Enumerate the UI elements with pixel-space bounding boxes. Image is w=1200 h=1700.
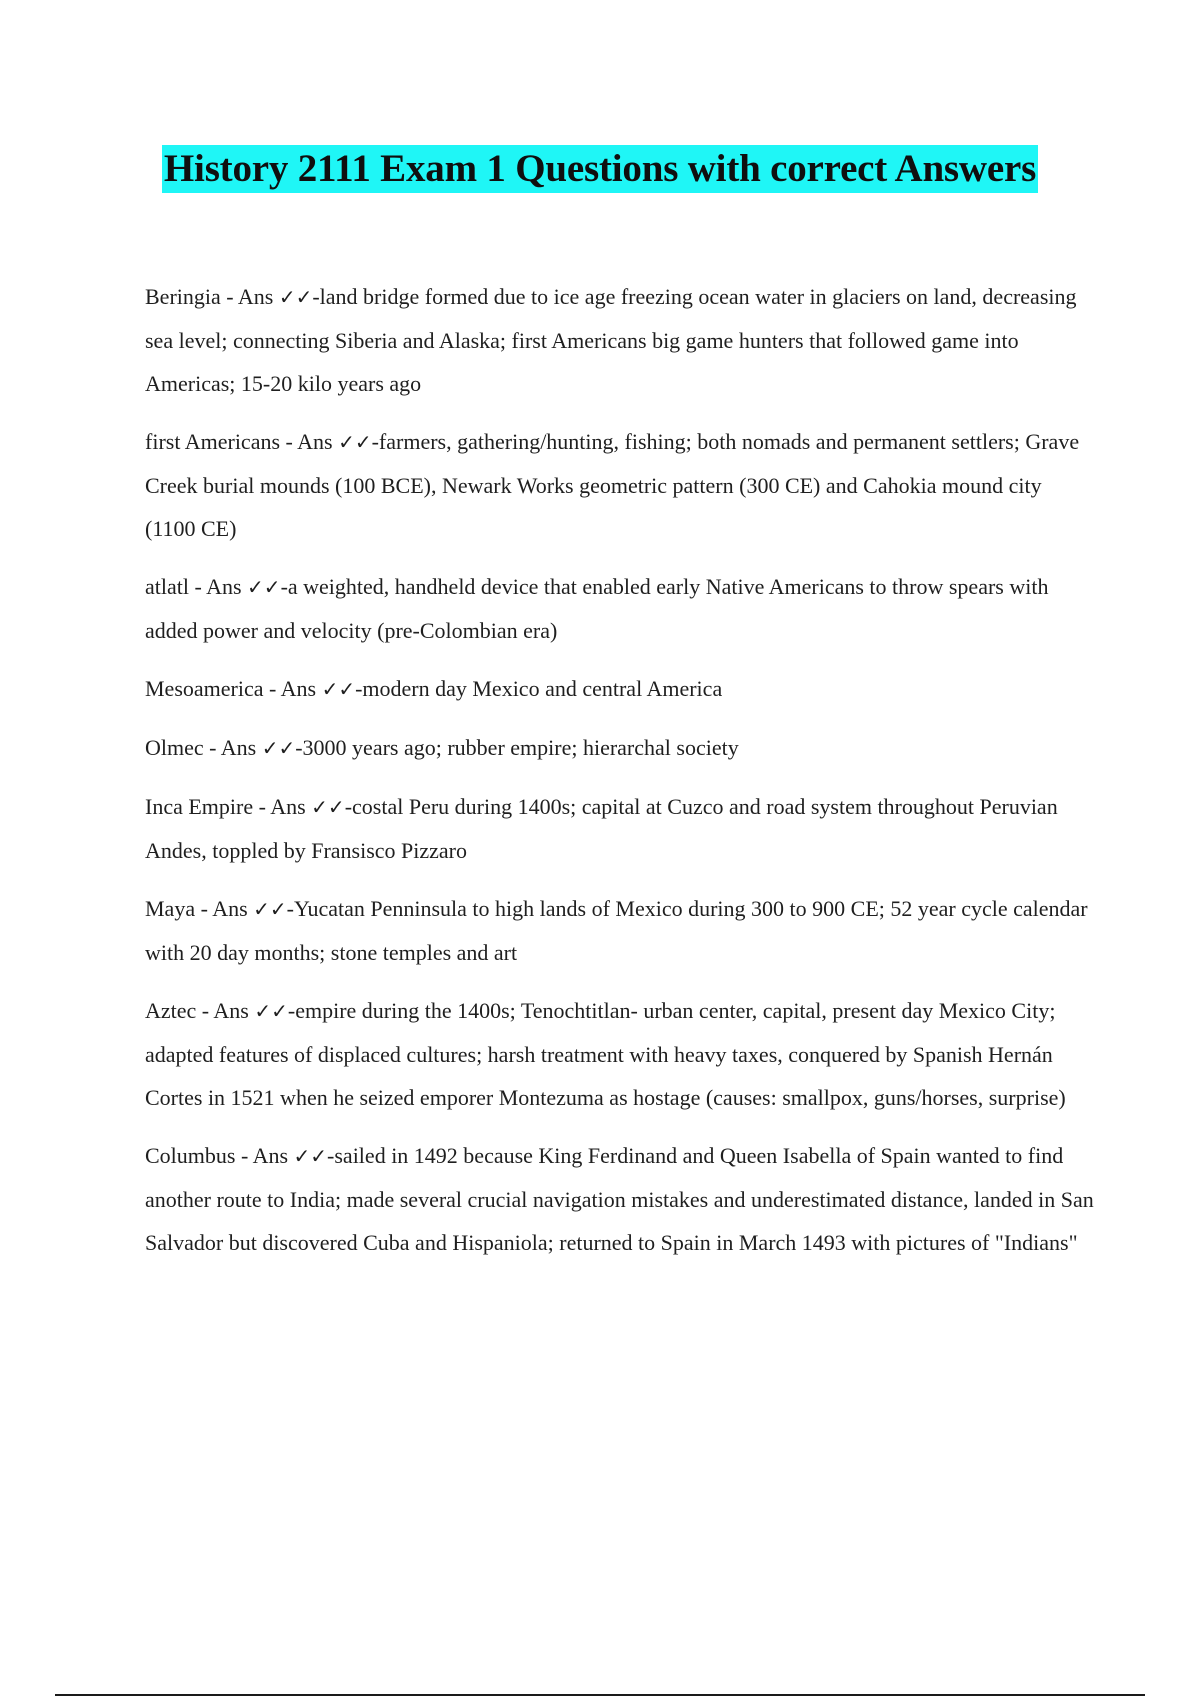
qa-separator: - Ans: [253, 794, 312, 819]
double-check-icon: ✓✓: [311, 795, 345, 819]
qa-item: [145, 275, 1095, 405]
qa-item: [145, 989, 1095, 1119]
qa-item: [145, 785, 1095, 872]
qa-term: Aztec: [145, 998, 197, 1023]
qa-item: [145, 565, 1095, 652]
qa-answer: -empire during the 1400s; Tenochtitlan- urban center, capital, present day Mexico City; adapted features of displaced cultures; harsh treatment with heavy taxes, conquered by Spanish Hernán Cortes in 1521 when he seized emporer Montezuma as hostage (causes: smallpox, guns/horses, surprise): [145, 998, 1066, 1110]
qa-separator: - Ans: [196, 998, 255, 1023]
qa-term: atlatl: [145, 574, 189, 599]
qa-answer: -farmers, gathering/hunting, fishing; both nomads and permanent settlers; Grave Creek burial mounds (100 BCE), Newark Works geometric pattern (300 CE) and Cahokia mound city (1100 CE): [145, 429, 1080, 541]
qa-item: [145, 1134, 1095, 1264]
qa-term: Olmec: [145, 735, 204, 760]
double-check-icon: ✓✓: [261, 736, 296, 760]
qa-separator: - Ans: [203, 735, 262, 760]
qa-separator: - Ans: [235, 1143, 294, 1168]
qa-item: [145, 887, 1095, 974]
qa-answer: -a weighted, handheld device that enabled early Native Americans to throw spears with added power and velocity (pre-Colombian era): [145, 574, 1049, 643]
qa-term: Beringia: [145, 284, 221, 309]
qa-separator: - Ans: [263, 676, 322, 701]
qa-answer: -land bridge formed due to ice age freezing ocean water in glaciers on land, decreasing sea level; connecting Siberia and Alaska; first Americans big game hunters that followed game into Americas; 15-20 kilo years ago: [145, 284, 1077, 396]
qa-answer: -3000 years ago; rubber empire; hierarchal society: [295, 735, 739, 760]
qa-term: Maya: [145, 896, 196, 921]
qa-answer: -modern day Mexico and central America: [355, 676, 723, 701]
qa-separator: - Ans: [280, 429, 339, 454]
double-check-icon: ✓✓: [254, 999, 288, 1023]
qa-item: [145, 726, 1095, 770]
qa-term: first Americans: [145, 429, 281, 454]
qa-answer: -sailed in 1492 because King Ferdinand and Queen Isabella of Spain wanted to find another route to India; made several crucial navigation mistakes and underestimated distance, landed in San Salvador but discovered Cuba and Hispaniola; returned to Spain in March 1493 with pictures of "Indians": [145, 1143, 1094, 1255]
qa-term: Columbus: [145, 1143, 236, 1168]
page-title: History 2111 Exam 1 Questions with correct Answers: [162, 145, 1038, 193]
qa-answer: -costal Peru during 1400s; capital at Cuzco and road system throughout Peruvian Andes, toppled by Fransisco Pizzaro: [145, 794, 1058, 863]
qa-item: [145, 667, 1095, 711]
double-check-icon: ✓✓: [253, 897, 287, 921]
qa-separator: - Ans: [188, 574, 248, 599]
qa-item: [145, 420, 1095, 550]
double-check-icon: ✓✓: [293, 1144, 328, 1168]
double-check-icon: ✓✓: [247, 575, 281, 599]
double-check-icon: ✓✓: [338, 430, 372, 454]
title-container: [0, 145, 1200, 193]
qa-term: Inca Empire: [145, 794, 254, 819]
qa-separator: - Ans: [195, 896, 254, 921]
double-check-icon: ✓✓: [321, 677, 356, 701]
qa-answer: -Yucatan Penninsula to high lands of Mexico during 300 to 900 CE; 52 year cycle calendar with 20 day months; stone temples and art: [145, 896, 1088, 965]
qa-list: [145, 275, 1095, 1279]
footer-divider: [55, 1694, 1145, 1696]
qa-separator: - Ans: [220, 284, 279, 309]
qa-term: Mesoamerica: [145, 676, 264, 701]
double-check-icon: ✓✓: [278, 285, 313, 309]
